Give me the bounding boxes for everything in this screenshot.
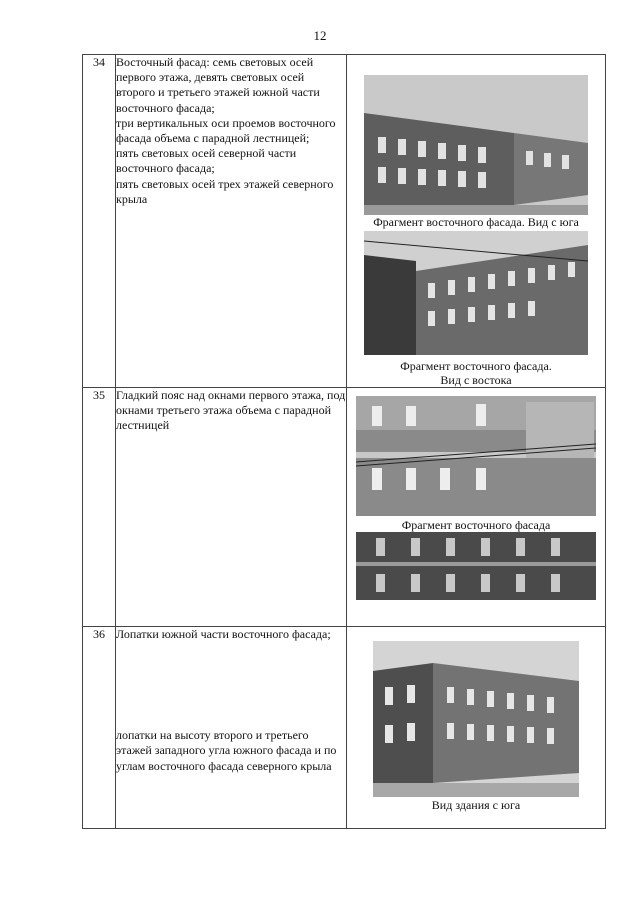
photo-caption: Вид здания с юга	[431, 798, 521, 812]
description-line: лопатки на высоту второго и третьего этажей западного угла южного фасада и по углам восточного фасада северного крыла	[116, 728, 337, 773]
photo-caption: Фрагмент восточного фасада.	[400, 359, 552, 373]
table-row	[83, 55, 606, 388]
facade-photo	[356, 396, 596, 516]
monument-features-table	[82, 54, 606, 829]
table-row	[83, 388, 606, 627]
photo-cell	[347, 388, 606, 627]
photo-caption: Фрагмент восточного фасада. Вид с юга	[373, 215, 579, 229]
photo-caption: Фрагмент восточного фасада	[401, 518, 551, 532]
description-line: пять световых осей северной части восточного фасада;	[116, 146, 297, 176]
description-line: Восточный фасад: семь световых осей первого этажа, девять световых осей второго и третьего этажей южной части восточного фасада;	[116, 55, 320, 115]
row-number: 36	[83, 627, 116, 829]
table-row	[83, 627, 606, 829]
photo-cell	[347, 55, 606, 388]
feature-description	[116, 388, 347, 627]
row-number: 35	[83, 388, 116, 627]
facade-photo	[364, 75, 588, 215]
description-line: Лопатки южной части восточного фасада;	[116, 627, 331, 641]
page-number: 12	[313, 28, 327, 43]
feature-description	[116, 627, 347, 829]
photo-caption: Вид с востока	[440, 373, 512, 387]
description-line: пять световых осей трех этажей северного крыла	[116, 176, 334, 206]
photo-cell	[347, 627, 606, 829]
description-line: Гладкий пояс над окнами первого этажа, под окнами третьего этажа объема с парадной лестницей	[116, 388, 346, 433]
description-line: три вертикальных оси проемов восточного фасада объема с парадной лестницей;	[116, 115, 336, 146]
feature-description	[116, 55, 347, 388]
row-number: 34	[83, 55, 116, 388]
facade-photo	[373, 641, 579, 797]
facade-photo	[356, 532, 596, 600]
facade-photo	[364, 231, 588, 355]
